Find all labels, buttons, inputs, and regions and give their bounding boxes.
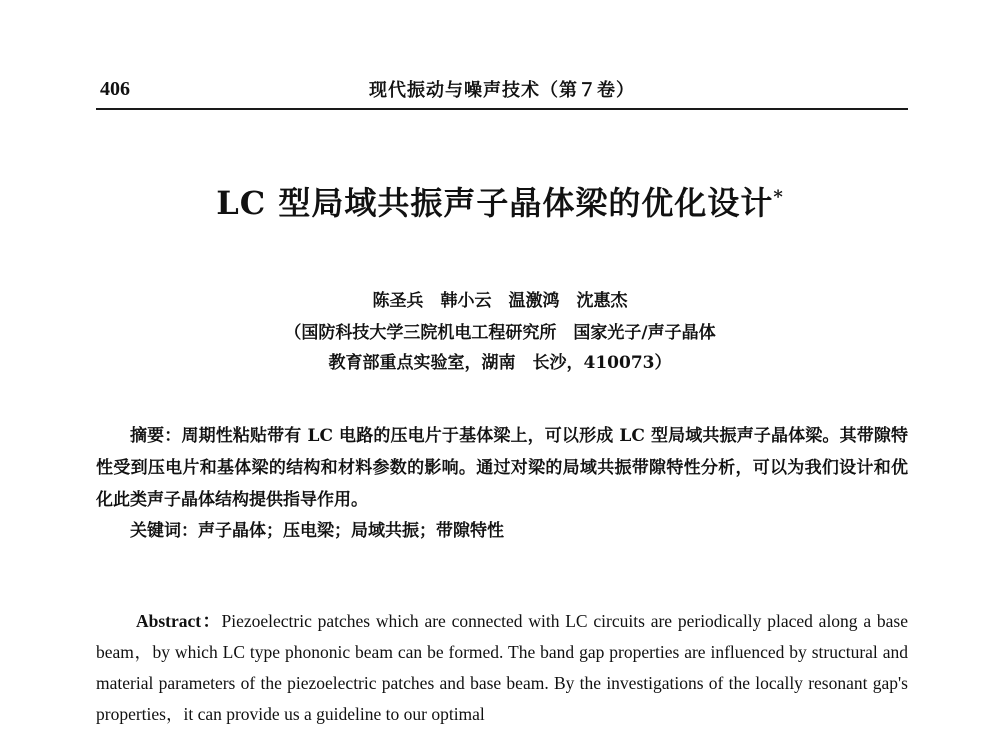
author-list: 陈圣兵 韩小云 温激鸿 沈惠杰 [372, 291, 628, 311]
english-abstract-label: Abstract： [136, 611, 222, 631]
page-number: 406 [100, 78, 130, 100]
affiliation-line-2: 教育部重点实验室，湖南 长沙，410073） [328, 353, 672, 373]
chinese-abstract [96, 420, 908, 516]
keywords-text: 声子晶体；压电梁；局域共振；带隙特性 [198, 521, 504, 541]
chinese-abstract-label: 摘要： [130, 426, 182, 446]
paper-title-text: LC 型局域共振声子晶体梁的优化设计 [216, 184, 774, 222]
paper-title [0, 178, 1000, 224]
title-footnote-mark: * [773, 186, 784, 208]
running-header [96, 68, 908, 110]
chinese-keywords [130, 516, 504, 541]
affiliation-line-1: （国防科技大学三院机电工程研究所 国家光子/声子晶体 [284, 323, 716, 343]
chinese-abstract-text: 周期性粘贴带有 LC 电路的压电片于基体梁上，可以形成 LC 型局域共振声子晶体梁。其带隙特性受到压电片和基体梁的结构和材料参数的影响。通过对梁的局域共振带隙特性分析，可以为我们设计和优化此类声子晶体结构提供指导作用。 [96, 426, 909, 510]
keywords-label: 关键词： [130, 521, 198, 541]
journal-name: 现代振动与噪声技术（第７卷） [369, 80, 635, 101]
english-abstract [96, 606, 908, 730]
english-abstract-text: Piezoelectric patches which are connected with LC circuits are periodically placed along a base beam，by which LC type phononic beam can be formed. The band gap properties are influenced by structural and material parameters of the piezoelectric patches and base beam. By the investigations of the locally resonant gap's properties，it can provide us a guideline to our optimal [96, 611, 909, 724]
